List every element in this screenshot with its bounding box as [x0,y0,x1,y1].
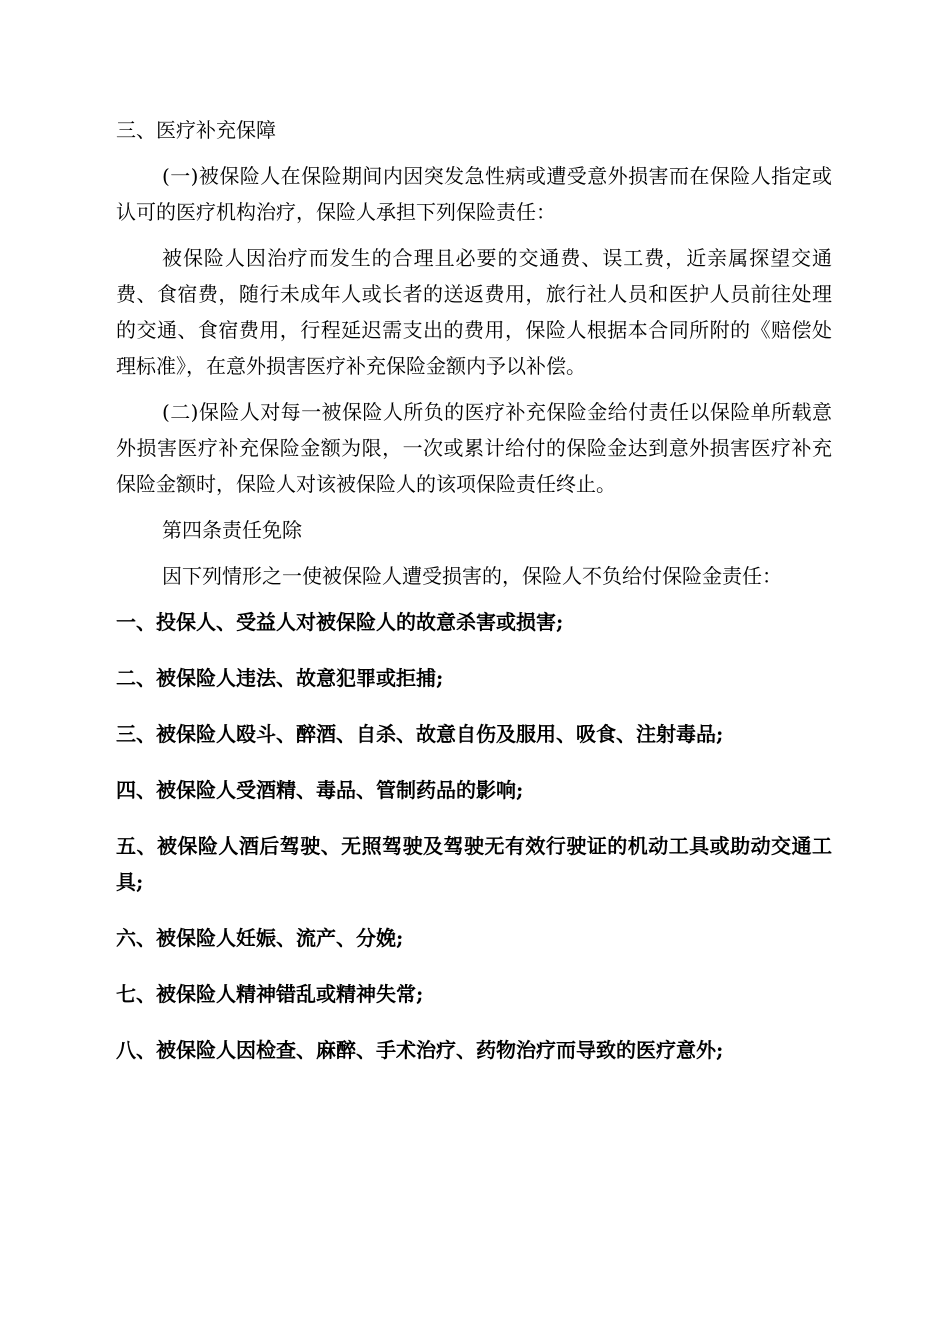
exclusion-intro: 因下列情形之一使被保险人遭受损害的，保险人不负给付保险金责任： [162,564,782,588]
exclusion-item: 七、被保险人精神错乱或精神失常; [116,982,424,1006]
exclusion-item: 四、被保险人受酒精、毒品、管制药品的影响; [116,778,524,802]
article-title: 第四条责任免除 [162,518,302,542]
section-title: 三、医疗补充保障 [116,118,276,142]
exclusion-item: 一、投保人、受益人对被保险人的故意杀害或损害; [116,610,564,634]
exclusion-item: 六、被保险人妊娠、流产、分娩; [116,926,404,950]
paragraph-coverage-limit: (二)保险人对每一被保险人所负的医疗补充保险金给付责任以保险单所载意外损害医疗补充保险金额为限，一次或累计给付的保险金达到意外损害医疗补充保险金额时，保险人对该被保险人的该项保险责任终止。 [116,400,832,496]
paragraph-coverage-expenses: 被保险人因治疗而发生的合理且必要的交通费、误工费，近亲属探望交通费、食宿费，随行未成年人或长者的送返费用，旅行社人员和医护人员前往处理的交通、食宿费用，行程延迟需支出的费用，保险人根据本合同所附的《赔偿处理标准》，在意外损害医疗补充保险金额内予以补偿。 [116,246,832,378]
exclusion-item: 五、被保险人酒后驾驶、无照驾驶及驾驶无有效行驶证的机动工具或助动交通工具; [116,834,832,894]
exclusion-item: 二、被保险人违法、故意犯罪或拒捕; [116,666,444,690]
exclusion-item: 三、被保险人殴斗、醉酒、自杀、故意自伤及服用、吸食、注射毒品; [116,722,724,746]
document-page [116,112,832,1088]
exclusion-item: 八、被保险人因检查、麻醉、手术治疗、药物治疗而导致的医疗意外; [116,1038,724,1062]
paragraph-coverage-scope: (一)被保险人在保险期间内因突发急性病或遭受意外损害而在保险人指定或认可的医疗机构治疗，保险人承担下列保险责任： [116,164,832,224]
